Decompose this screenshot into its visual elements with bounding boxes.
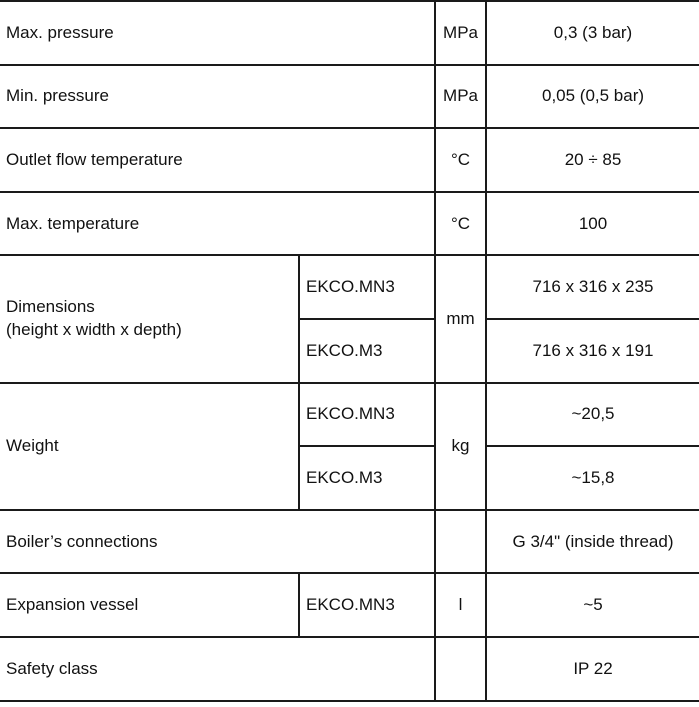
row-value: 0,3 (3 bar) [486,1,699,65]
row-value: G 3/4" (inside thread) [486,510,699,574]
row-value: 716 x 316 x 191 [486,319,699,383]
row-value: IP 22 [486,637,699,701]
row-value: 20 ÷ 85 [486,128,699,192]
row-value: ~20,5 [486,383,699,447]
model-cell: EKCO.MN3 [299,573,435,637]
dimensions-label-line2: (height x width x depth) [6,319,182,339]
table-row [0,65,699,129]
row-label: Min. pressure [0,65,435,129]
row-value: 716 x 316 x 235 [486,255,699,319]
table-row [0,1,699,65]
model-cell: EKCO.M3 [299,319,435,383]
dimensions-label [0,255,299,382]
model-cell: EKCO.M3 [299,446,435,510]
table-row [0,383,699,447]
row-unit [435,637,486,701]
table-row [0,128,699,192]
row-unit: MPa [435,1,486,65]
table-row [0,255,699,319]
row-unit: °C [435,128,486,192]
row-label: Boiler’s connections [0,510,435,574]
table-row [0,637,699,701]
row-unit: l [435,573,486,637]
row-unit [435,510,486,574]
row-label: Safety class [0,637,435,701]
row-unit: °C [435,192,486,256]
row-unit: mm [435,255,486,382]
table-row [0,192,699,256]
row-unit: kg [435,383,486,510]
row-label: Max. pressure [0,1,435,65]
row-value: ~15,8 [486,446,699,510]
row-label: Outlet flow temperature [0,128,435,192]
row-unit: MPa [435,65,486,129]
row-label: Expansion vessel [0,573,299,637]
dimensions-label-line1: Dimensions [6,297,95,317]
row-value: 0,05 (0,5 bar) [486,65,699,129]
model-cell: EKCO.MN3 [299,255,435,319]
table-row [0,573,699,637]
row-label: Weight [0,383,299,510]
table-row [0,510,699,574]
row-label: Max. temperature [0,192,435,256]
row-value: ~5 [486,573,699,637]
model-cell: EKCO.MN3 [299,383,435,447]
row-value: 100 [486,192,699,256]
